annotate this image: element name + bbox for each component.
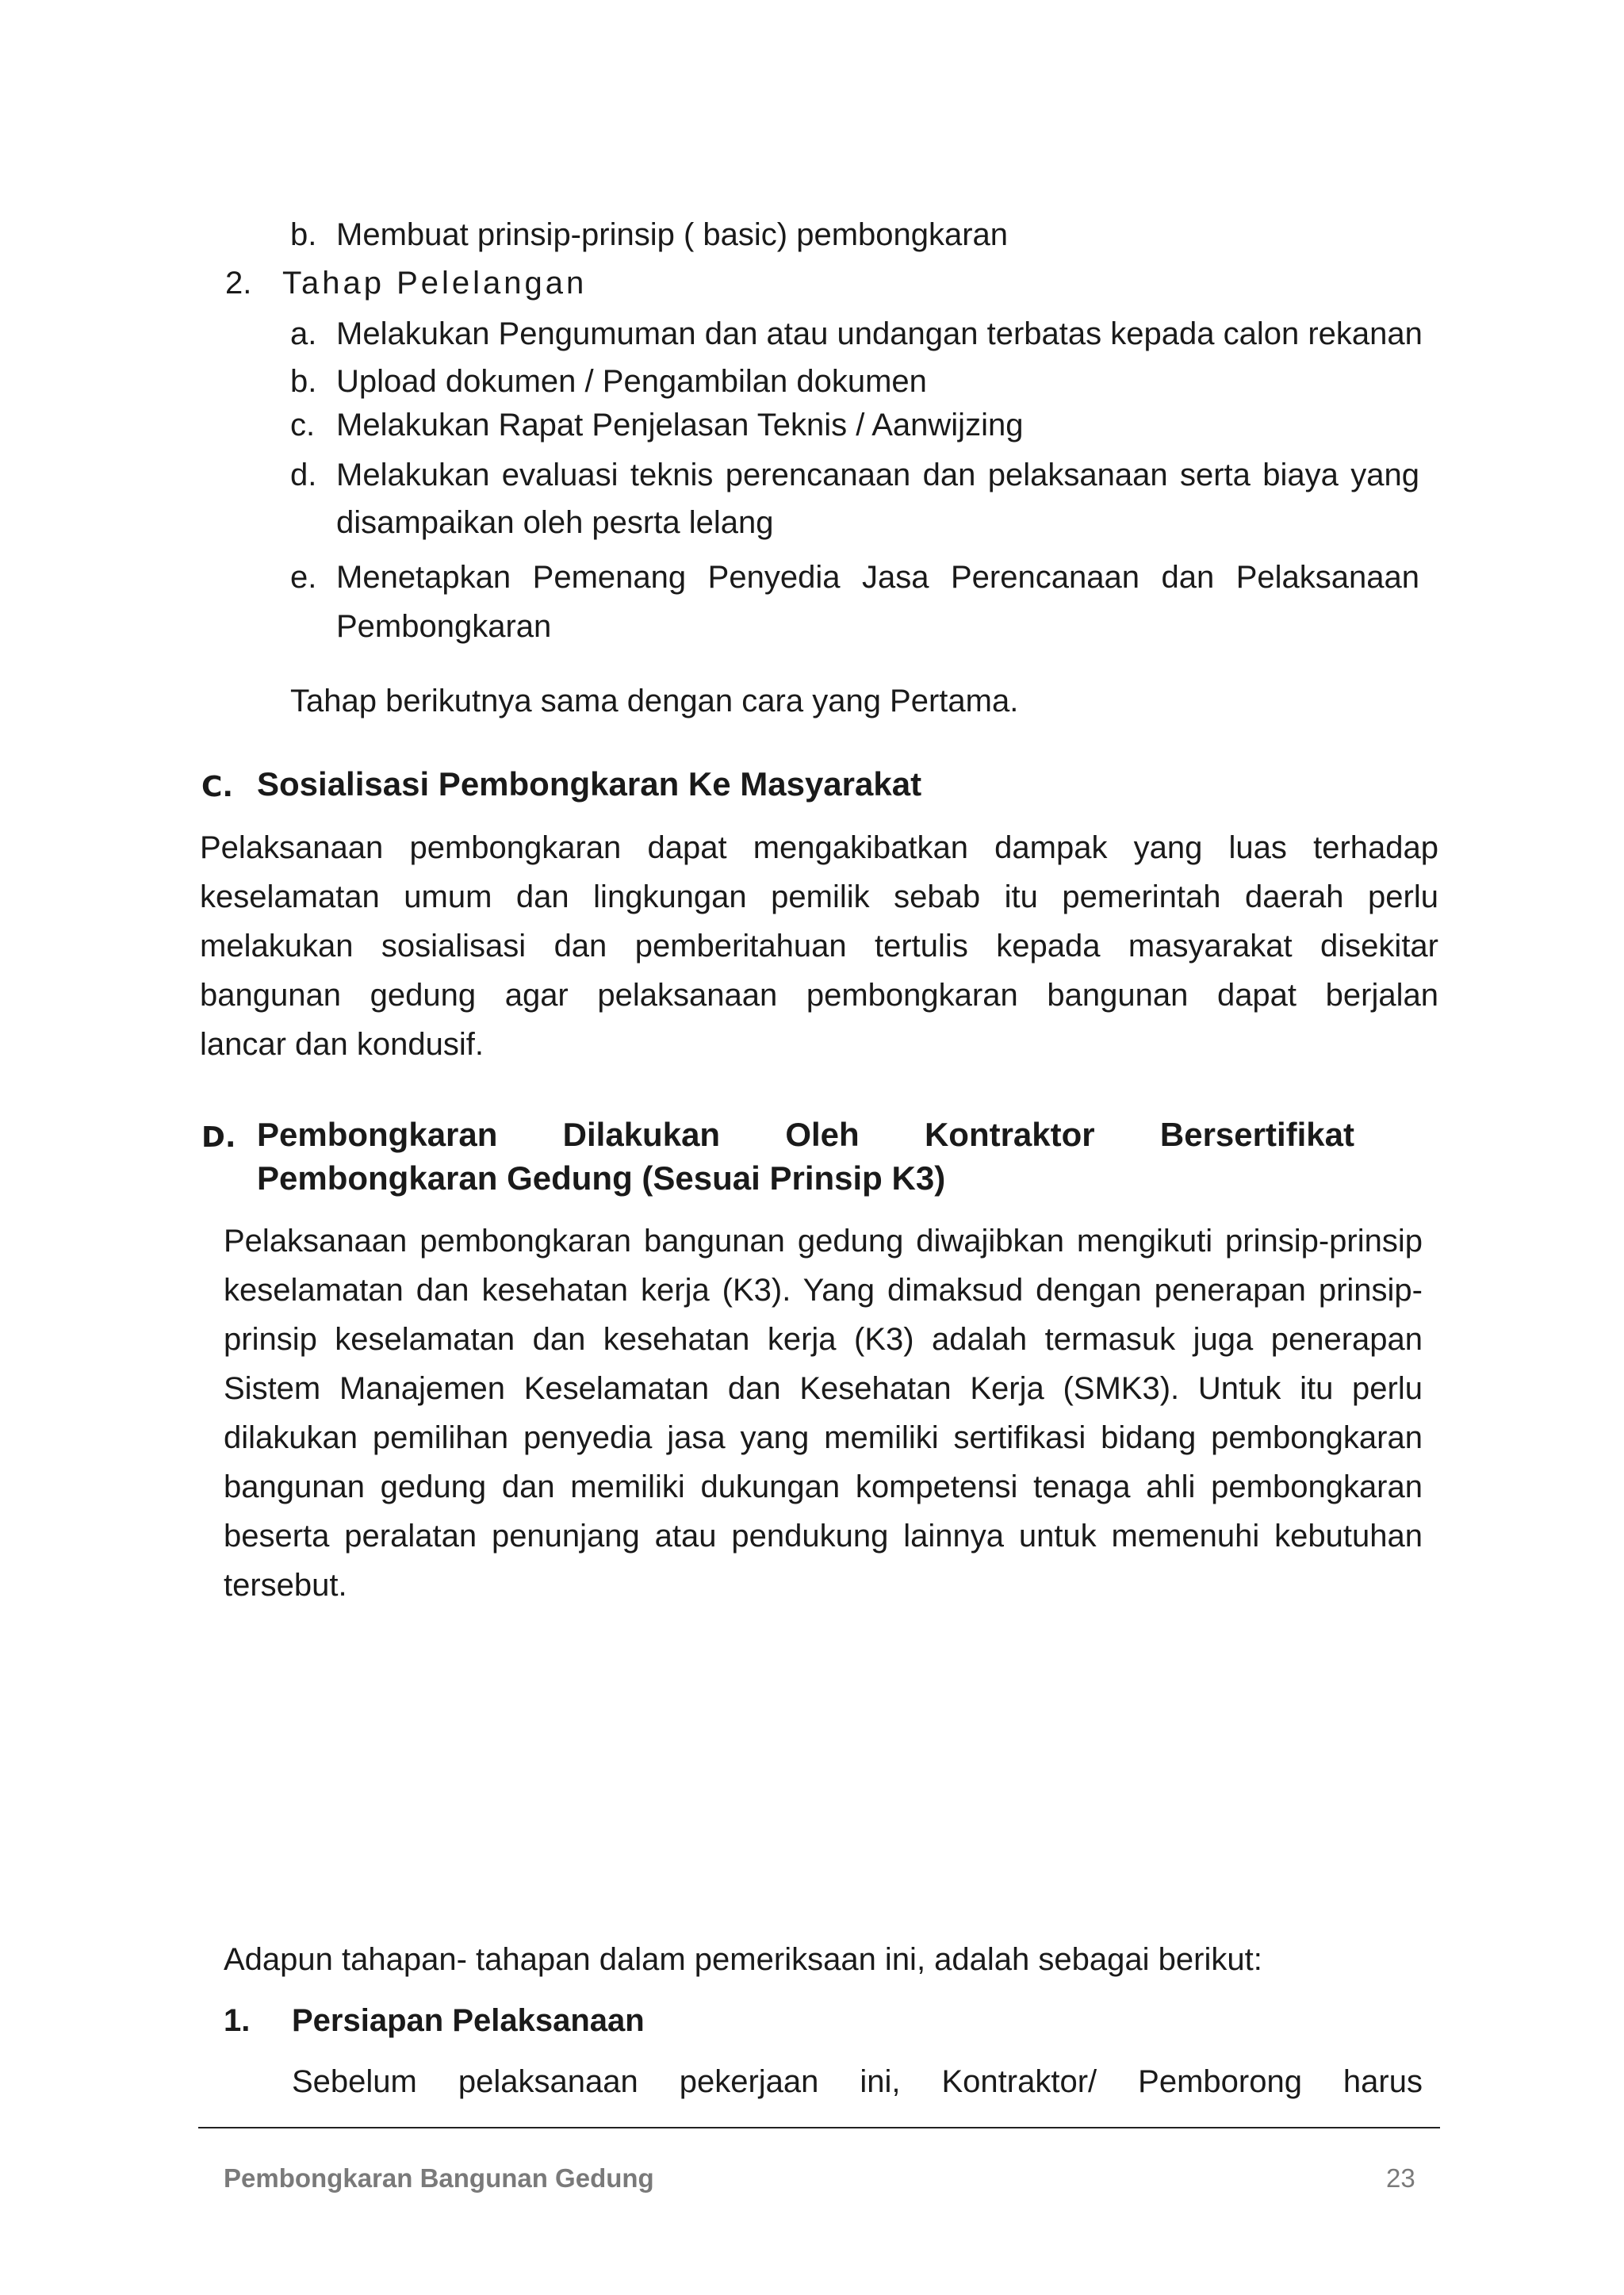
paragraph-line: Pelaksanaan pembongkaran dapat mengakibatkan dampak yang luas terhadap — [200, 830, 1438, 865]
section-letter: C. — [201, 771, 234, 803]
paragraph-line: keselamatan dan kesehatan kerja (K3). Yang dimaksud dengan penerapan prinsip- — [224, 1273, 1423, 1308]
step-title: Tahap Pelelangan — [282, 266, 588, 301]
section-letter: D. — [201, 1121, 236, 1154]
footer-title: Pembongkaran Bangunan Gedung — [224, 2163, 654, 2193]
paragraph-line: Pelaksanaan pembongkaran bangunan gedung diwajibkan mengikuti prinsip-prinsip — [224, 1224, 1423, 1259]
paragraph-line: prinsip keselamatan dan kesehatan kerja (K3) adalah termasuk juga penerapan — [224, 1322, 1423, 1357]
section-heading: Pembongkaran Gedung (Sesuai Prinsip K3) — [257, 1159, 946, 1197]
list-item-text: Menetapkan Pemenang Penyedia Jasa Perencanaan dan Pelaksanaan — [336, 560, 1419, 595]
paragraph: Tahap berikutnya sama dengan cara yang Pertama. — [290, 684, 1019, 718]
footer-rule — [198, 2127, 1440, 2128]
paragraph-line: Sistem Manajemen Keselamatan dan Kesehatan Kerja (SMK3). Untuk itu perlu — [224, 1371, 1423, 1406]
list-item-text: Melakukan Rapat Penjelasan Teknis / Aanwijzing — [336, 408, 1024, 443]
paragraph-line: dilakukan pemilihan penyedia jasa yang memiliki sertifikasi bidang pembongkaran — [224, 1420, 1423, 1455]
paragraph-line: melakukan sosialisasi dan pemberitahuan tertulis kepada masyarakat disekitar — [200, 929, 1438, 964]
list-item-text: Pembongkaran — [336, 609, 552, 644]
list-marker: c. — [290, 408, 316, 443]
page-number: 23 — [1386, 2163, 1415, 2193]
paragraph-line: beserta peralatan penunjang atau pendukung lainnya untuk memenuhi kebutuhan — [224, 1519, 1423, 1554]
list-item-text: Membuat prinsip-prinsip ( basic) pembongkaran — [336, 217, 1009, 252]
list-marker: b. — [290, 217, 317, 252]
list-item-text: disampaikan oleh pesrta lelang — [336, 505, 774, 540]
list-item-text: Upload dokumen / Pengambilan dokumen — [336, 364, 927, 399]
paragraph-line: lancar dan kondusif. — [200, 1027, 485, 1062]
paragraph-line: tersebut. — [224, 1568, 347, 1603]
step-number: 2. — [225, 266, 252, 301]
list-marker: d. — [290, 458, 317, 492]
list-marker: b. — [290, 364, 317, 399]
step-number: 1. — [224, 2003, 251, 2038]
paragraph-line: keselamatan umum dan lingkungan pemilik sebab itu pemerintah daerah perlu — [200, 879, 1438, 914]
list-marker: e. — [290, 560, 317, 595]
paragraph-line: Sebelum pelaksanaan pekerjaan ini, Kontraktor/ Pemborong harus — [292, 2064, 1423, 2099]
section-heading: Sosialisasi Pembongkaran Ke Masyarakat — [257, 765, 922, 803]
section-heading: Pembongkaran Dilakukan Oleh Kontraktor Bersertifikat — [257, 1116, 1354, 1153]
paragraph-line: bangunan gedung dan memiliki dukungan kompetensi tenaga ahli pembongkaran — [224, 1469, 1423, 1504]
list-marker: a. — [290, 316, 317, 351]
list-item-text: Melakukan Pengumuman dan atau undangan terbatas kepada calon rekanan — [336, 316, 1423, 351]
paragraph: Adapun tahapan- tahapan dalam pemeriksaan ini, adalah sebagai berikut: — [224, 1942, 1262, 1977]
paragraph-line: bangunan gedung agar pelaksanaan pembongkaran bangunan dapat berjalan — [200, 978, 1438, 1013]
step-title: Persiapan Pelaksanaan — [292, 2003, 645, 2038]
list-item-text: Melakukan evaluasi teknis perencanaan dan pelaksanaan serta biaya yang — [336, 458, 1419, 492]
